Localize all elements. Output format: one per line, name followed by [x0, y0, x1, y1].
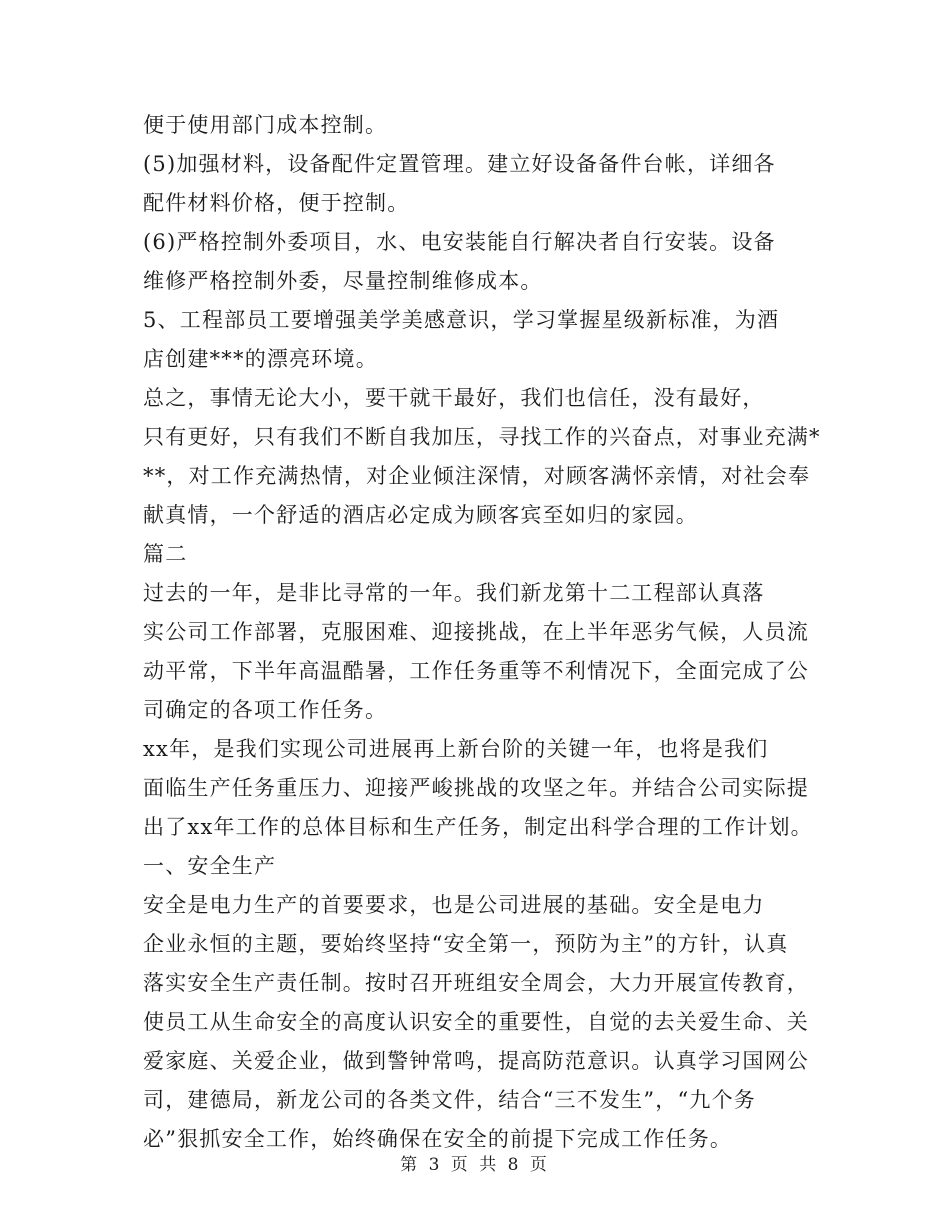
section-heading: 一、安全生产	[143, 854, 277, 878]
section-heading: 篇二	[143, 542, 188, 566]
page-number-footer: 第 3 页 共 8 页	[400, 1155, 550, 1175]
text-line: **，对工作充满热情，对企业倾注深情，对顾客满怀亲情，对社会奉	[143, 464, 811, 488]
text-line: 落实安全生产责任制。按时召开班组安全周会，大力开展宣传教育，	[143, 971, 809, 995]
text-line: 使员工从生命安全的高度认识安全的重要性，自觉的去关爱生命、关	[143, 1010, 809, 1034]
text-line: 店创建***的漂亮环境。	[143, 347, 378, 371]
text-line: 必”狠抓安全工作，始终确保在安全的前提下完成工作任务。	[143, 1127, 733, 1151]
text-line: 献真情，一个舒适的酒店必定成为顾客宾至如归的家园。	[143, 503, 698, 527]
text-line: (6)严格控制外委项目，水、电安装能自行解决者自行安装。设备	[143, 230, 776, 254]
text-line: 司确定的各项工作任务。	[143, 698, 388, 722]
text-line: 便于使用部门成本控制。	[143, 113, 388, 137]
text-line: 安全是电力生产的首要要求，也是公司进展的基础。安全是电力	[143, 893, 765, 917]
document-body	[143, 106, 821, 1159]
text-line: 面临生产任务重压力、迎接严峻挑战的攻坚之年。并结合公司实际提	[143, 776, 809, 800]
text-line: (5)加强材料，设备配件定置管理。建立好设备备件台帐，详细各	[143, 152, 776, 176]
text-line: 司，建德局，新龙公司的各类文件，结合“三不发生”，“九个务	[143, 1088, 757, 1112]
text-line: 动平常，下半年高温酷暑，工作任务重等不利情况下，全面完成了公	[143, 659, 809, 683]
text-line: 实公司工作部署，克服困难、迎接挑战，在上半年恶劣气候，人员流	[143, 620, 809, 644]
text-line: 只有更好，只有我们不断自我加压，寻找工作的兴奋点，对事业充满*	[143, 425, 821, 449]
text-line: 5、工程部员工要增强美学美感意识，学习掌握星级新标准，为酒	[143, 308, 780, 332]
text-line: 总之，事情无论大小，要干就干最好，我们也信任，没有最好，	[143, 386, 765, 410]
text-line: 过去的一年，是非比寻常的一年。我们新龙第十二工程部认真落	[143, 581, 765, 605]
text-line: 企业永恒的主题，要始终坚持“安全第一，预防为主”的方针，认真	[143, 932, 789, 956]
text-line: 配件材料价格，便于控制。	[143, 191, 410, 215]
text-line: 爱家庭、关爱企业，做到警钟常鸣，提高防范意识。认真学习国网公	[143, 1049, 809, 1073]
text-line: 出了xx年工作的总体目标和生产任务，制定出科学合理的工作计划。	[143, 815, 813, 839]
text-line: 维修严格控制外委，尽量控制维修成本。	[143, 269, 543, 293]
text-line: xx年，是我们实现公司进展再上新台阶的关键一年，也将是我们	[143, 737, 769, 761]
